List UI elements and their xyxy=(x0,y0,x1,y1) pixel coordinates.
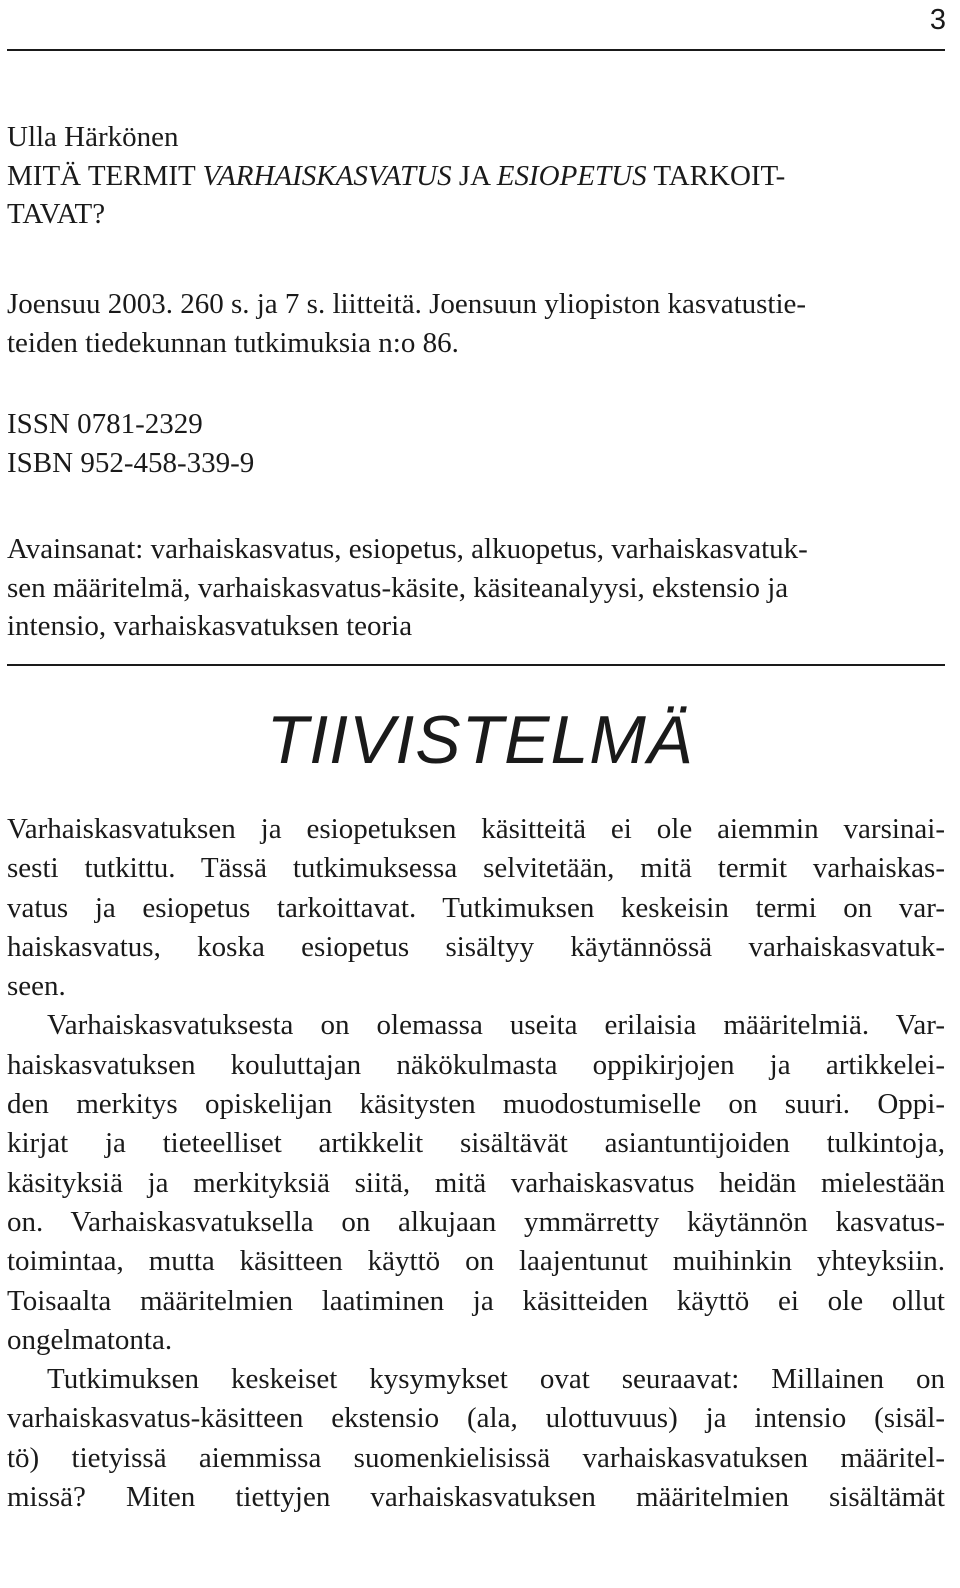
abstract-line: käsityksiä ja merkityksiä siitä, mitä varhaiskasvatus heidän mielestään xyxy=(7,1166,945,1199)
top-rule xyxy=(7,49,945,51)
title-part: JA xyxy=(451,159,497,192)
abstract-body xyxy=(7,810,945,1517)
title-term-varhaiskasvatus: VARHAISKASVATUS xyxy=(202,159,452,192)
author-name: Ulla Härkönen xyxy=(7,121,179,153)
abstract-line: den merkitys opiskelijan käsitysten muodostumiselle on suuri. Oppi- xyxy=(7,1088,945,1121)
abstract-line: toimintaa, mutta käsitteen käyttö on laajentunut muihinkin yhteyksiin. xyxy=(7,1245,945,1278)
title-part: TARKOIT- xyxy=(646,159,786,192)
page-number: 3 xyxy=(929,4,946,36)
abstract-line: kirjat ja tieteelliset artikkelit sisältävät asiantuntijoiden tulkintoja, xyxy=(7,1127,945,1160)
abstract-line: varhaiskasvatus-käsitteen ekstensio (ala, ulottuvuus) ja intensio (sisäl- xyxy=(7,1402,945,1435)
section-rule xyxy=(7,664,945,666)
identifiers xyxy=(7,405,945,482)
publication-line: Joensuu 2003. 260 s. ja 7 s. liitteitä. Joensuun yliopiston kasvatustie- xyxy=(7,288,807,320)
abstract-line: seen. xyxy=(7,970,66,1003)
summary-heading: TIIVISTELMÄ xyxy=(266,702,694,778)
publication-title-continued: TAVAT? xyxy=(7,198,106,230)
title-part: MITÄ TERMIT xyxy=(7,159,203,192)
bibliographic-header xyxy=(7,118,945,234)
abstract-line: tö) tietyissä aiemmissa suomenkielisissä varhaiskasvatuksen määritel- xyxy=(7,1441,945,1474)
keywords-line: intensio, varhaiskasvatuksen teoria xyxy=(7,610,413,642)
keywords-line: Avainsanat: varhaiskasvatus, esiopetus, alkuopetus, varhaiskasvatuk- xyxy=(7,533,808,565)
abstract-line: missä? Miten tiettyjen varhaiskasvatuksen määritelmien sisältämät xyxy=(7,1481,945,1514)
abstract-line: vatus ja esiopetus tarkoittavat. Tutkimuksen keskeisin termi on var- xyxy=(7,891,945,924)
publication-title xyxy=(7,157,945,196)
abstract-line: Toisaalta määritelmien laatiminen ja käsitteiden käyttö ei ole ollut xyxy=(7,1284,945,1317)
abstract-line: haiskasvatuksen kouluttajan näkökulmasta oppikirjojen ja artikkelei- xyxy=(7,1048,945,1081)
abstract-line: haiskasvatus, koska esiopetus sisältyy käytännössä varhaiskasvatuk- xyxy=(7,930,945,963)
isbn: ISBN 952-458-339-9 xyxy=(7,446,255,479)
abstract-line: ongelmatonta. xyxy=(7,1323,173,1356)
keywords-line: sen määritelmä, varhaiskasvatus-käsite, käsiteanalyysi, ekstensio ja xyxy=(7,571,789,604)
abstract-line: on. Varhaiskasvatuksella on alkujaan ymmärretty käytännön kasvatus- xyxy=(7,1205,945,1238)
keywords xyxy=(7,530,945,646)
abstract-line: Tutkimuksen keskeiset kysymykset ovat seuraavat: Millainen on xyxy=(47,1363,945,1396)
issn: ISSN 0781-2329 xyxy=(7,408,203,440)
abstract-line: sesti tutkittu. Tässä tutkimuksessa selvitetään, mitä termit varhaiskas- xyxy=(7,852,945,885)
abstract-line: Varhaiskasvatuksesta on olemassa useita erilaisia määritelmiä. Var- xyxy=(47,1009,945,1042)
abstract-line: Varhaiskasvatuksen ja esiopetuksen käsitteitä ei ole aiemmin varsinai- xyxy=(7,813,945,845)
title-term-esiopetus: ESIOPETUS xyxy=(496,159,647,192)
publication-line: teiden tiedekunnan tutkimuksia n:o 86. xyxy=(7,326,459,359)
publication-info xyxy=(7,285,945,362)
